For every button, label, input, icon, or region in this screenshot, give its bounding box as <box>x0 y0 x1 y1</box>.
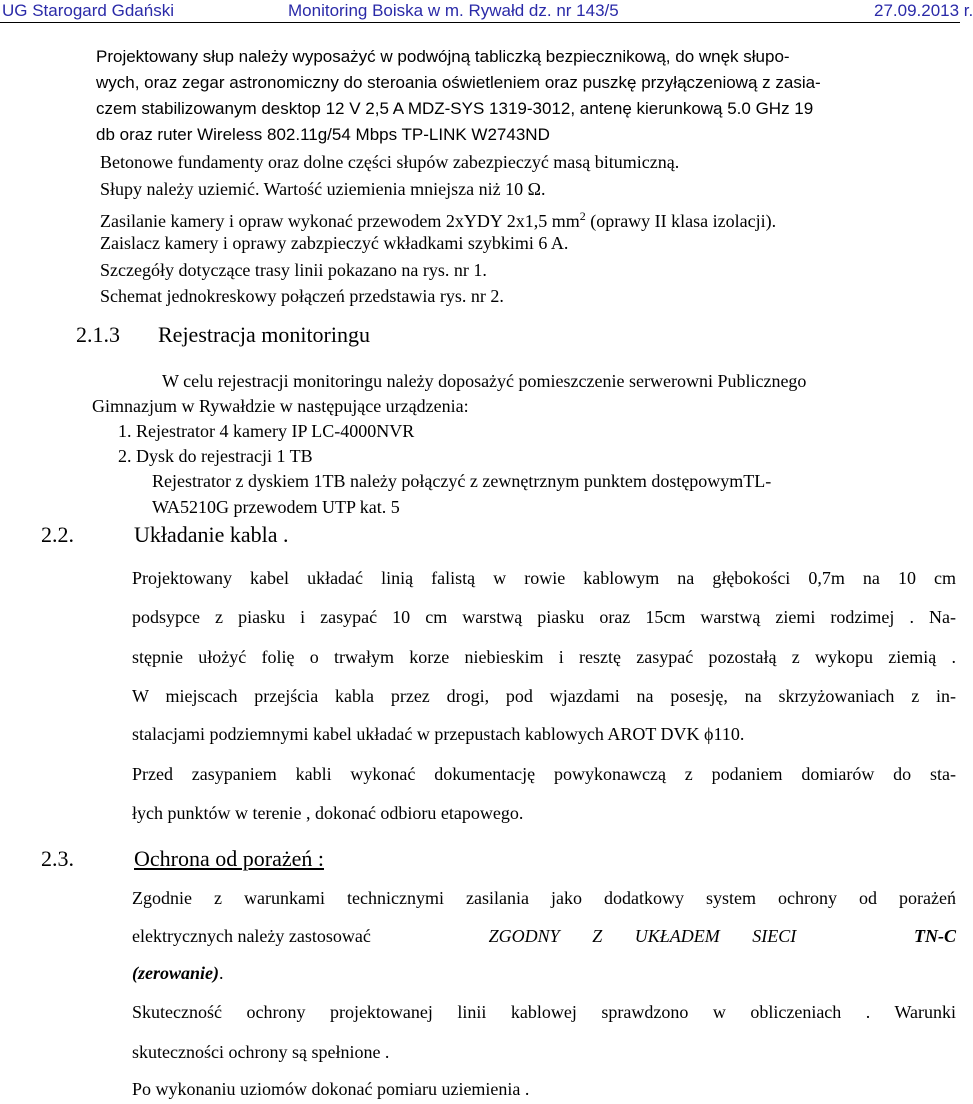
s22-line-5: stalacjami podziemnymi kabel układać w przepustach kablowych AROT DVK ϕ110. <box>132 724 745 744</box>
s23-line-3 <box>132 962 224 984</box>
note-uziemienie: Słupy należy uziemić. Wartość uziemienia mniejsza niż 10 Ω. <box>100 179 546 199</box>
section-2-1-3-number: 2.1.3 <box>76 322 120 347</box>
s22-line-4: W miejscach przejścia kabla przez drogi, pod wjazdami na posesję, na skrzyżowaniach z in- <box>132 686 956 706</box>
s213-item-2: 2. Dysk do rejestracji 1 TB <box>118 446 313 466</box>
s23-line-1: Zgodnie z warunkami technicznymi zasilania jako dodatkowy system ochrony od porażeń <box>132 888 956 908</box>
s23-line-2-text: elektrycznych należy zastosować <box>132 926 371 946</box>
s22-line-2: podsypce z piasku i zasypać 10 cm warstwą piasku oraz 15cm warstwą ziemi rodzimej . Na- <box>132 607 956 627</box>
s22-line-6: Przed zasypaniem kabli wykonać dokumentację powykonawczą z podaniem domiarów do sta- <box>132 764 956 784</box>
para1-line-1: Projektowany słup należy wyposażyć w podwójną tabliczką bezpiecznikową, do wnęk słupo- <box>96 47 790 66</box>
para1-line-4: db oraz ruter Wireless 802.11g/54 Mbps TP-LINK W2743ND <box>96 125 550 144</box>
s22-line-7: łych punktów w terenie , dokonać odbioru etapowego. <box>132 803 524 823</box>
s213-note-line-2: WA5210G przewodem UTP kat. 5 <box>152 497 400 517</box>
s23-line-2-tnc: TN-C <box>913 926 956 946</box>
header-title: Monitoring Boiska w m. Rywałd dz. nr 143/5 <box>288 1 619 20</box>
section-2-3-title: Ochrona od porażeń : <box>134 846 324 871</box>
s23-line-4: Skuteczność ochrony projektowanej linii kablowej sprawdzono w obliczeniach . Warunki <box>132 1002 956 1022</box>
header-date: 27.09.2013 r. <box>874 1 973 20</box>
s213-note-line-1: Rejestrator z dyskiem 1TB należy połączyć z zewnętrznym punktem dostępowymTL- <box>152 471 772 491</box>
s213-intro-line-1: W celu rejestracji monitoringu należy doposażyć pomieszczenie serwerowni Publicznego <box>162 371 807 391</box>
para1-line-3: czem stabilizowanym desktop 12 V 2,5 A MDZ-SYS 1319-3012, antenę kierunkową 5.0 GHz 19 <box>96 99 814 118</box>
s23-line-3-tail: . <box>219 963 224 983</box>
s213-intro-line-2: Gimnazjum w Rywałdzie w następujące urządzenia: <box>92 396 469 416</box>
section-2-1-3-title: Rejestracja monitoringu <box>158 322 370 347</box>
note-zasilanie <box>100 205 776 232</box>
s22-line-1: Projektowany kabel układać linią falistą w rowie kablowym na głębokości 0,7m na 10 cm <box>132 568 956 588</box>
note-zasilanie-text: Zasilanie kamery i opraw wykonać przewodem 2xYDY 2x1,5 mm <box>100 211 580 231</box>
section-2-2-number: 2.2. <box>41 522 74 547</box>
header-rule <box>0 22 960 23</box>
s22-line-3: stępnie ułożyć folię o trwałym korze niebieskim i resztę zasypać pozostałą z wykopu ziemią . <box>132 647 956 667</box>
note-zasilanie-tail: (oprawy II klasa izolacji). <box>585 211 777 231</box>
s23-line-2 <box>132 925 956 947</box>
s23-line-2-italic: ZGODNY Z UKŁADEM SIECI <box>488 926 797 946</box>
section-2-3-number: 2.3. <box>41 846 74 871</box>
section-2-2-title: Układanie kabla . <box>134 522 289 547</box>
header-left: UG Starogard Gdański <box>2 1 174 20</box>
s23-line-6: Po wykonaniu uziomów dokonać pomiaru uziemienia . <box>132 1079 530 1099</box>
superscript-2: 2 <box>579 209 586 223</box>
s213-item-1: 1. Rejestrator 4 kamery IP LC-4000NVR <box>118 421 415 441</box>
note-schemat: Schemat jednokreskowy połączeń przedstawia rys. nr 2. <box>100 286 504 306</box>
note-fundamenty: Betonowe fundamenty oraz dolne części słupów zabezpieczyć masą bitumiczną. <box>100 152 680 172</box>
s23-line-5: skuteczności ochrony są spełnione . <box>132 1042 390 1062</box>
note-trasa: Szczegóły dotyczące trasy linii pokazano na rys. nr 1. <box>100 260 487 280</box>
note-zabezpieczenie: Zaislacz kamery i oprawy zabzpieczyć wkładkami szybkimi 6 A. <box>100 233 569 253</box>
para1-line-2: wych, oraz zegar astronomiczny do steroania oświetleniem oraz puszkę przyłączeniową z zasia- <box>96 73 821 92</box>
page-header <box>0 0 973 22</box>
s23-zerowanie: (zerowanie) <box>132 963 219 983</box>
